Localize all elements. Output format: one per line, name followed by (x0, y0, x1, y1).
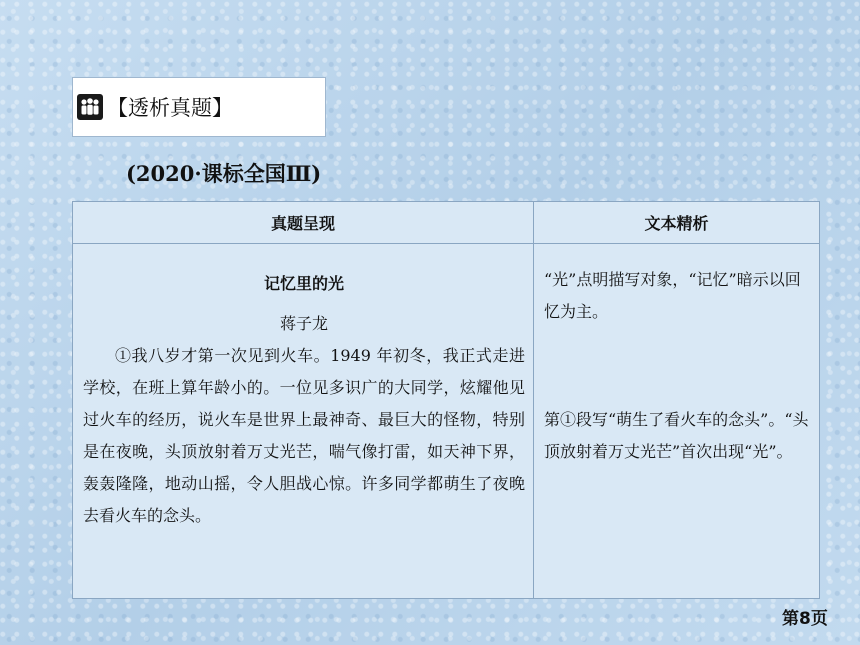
passage-paragraph: ①我八岁才第一次见到火车。1949 年初冬，我正式走进学校，在班上算年龄小的。一位见多识广的大同学，炫耀他见过火车的经历，说火车是世界上最神奇、最巨大的怪物，特别是在夜晚，头顶放射着万丈光芒，喘气像打雷，如天神下界，轰轰隆隆，地动山摇，令人胆战心惊。许多同学都萌生了夜晚去看火车的念头。 (83, 346, 525, 525)
analysis-note-1: “光”点明描写对象，“记忆”暗示以回忆为主。 (544, 270, 801, 321)
page-number: 第8页 (782, 609, 828, 629)
source-citation: (2020·课标全国Ⅲ) (126, 161, 322, 186)
analysis-table (72, 201, 820, 599)
analysis-cell (534, 244, 820, 599)
section-header (72, 77, 326, 137)
section-title: 【透析真题】 (107, 96, 233, 120)
column-header-passage: 真题呈现 (73, 202, 534, 244)
table-row (73, 244, 820, 599)
column-header-analysis: 文本精析 (534, 202, 820, 244)
passage-title: 记忆里的光 (263, 274, 344, 293)
table-header-row (73, 202, 820, 244)
people-group-icon (77, 94, 103, 120)
passage-cell (73, 244, 534, 599)
passage-author: 蒋子龙 (279, 314, 328, 333)
analysis-note-2: 第①段写“萌生了看火车的念头”。“头顶放射着万丈光芒”首次出现“光”。 (544, 410, 809, 461)
